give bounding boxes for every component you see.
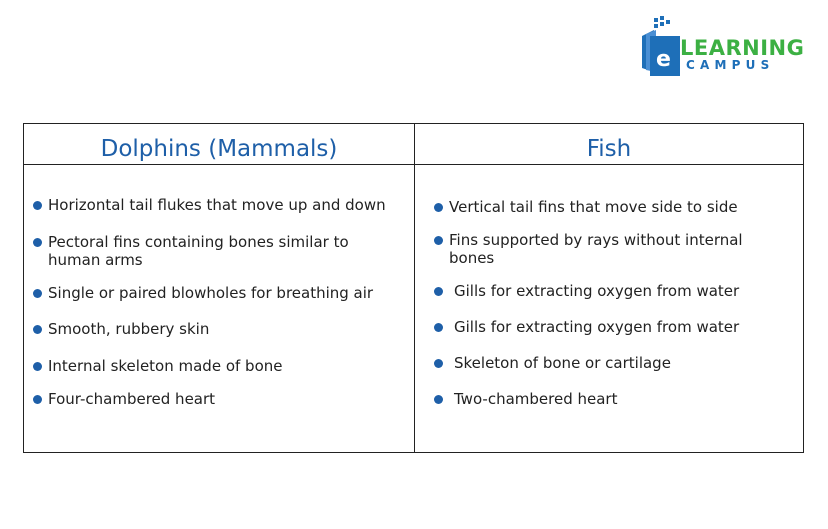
bullet-icon — [33, 362, 42, 371]
list-item: Internal skeleton made of bone — [33, 357, 408, 375]
elearning-campus-logo — [640, 16, 805, 78]
logo-learning-text: LEARNING — [680, 36, 805, 60]
list-item: Gills for extracting oxygen from water — [434, 282, 794, 300]
list-item: Two-chambered heart — [434, 390, 794, 408]
column-heading-fish: Fish — [586, 136, 632, 162]
list-item: Pectoral fins containing bones similar to human arms — [33, 233, 363, 269]
logo-e-letter: e — [656, 47, 671, 72]
comparison-table — [23, 123, 804, 453]
bullet-icon — [33, 325, 42, 334]
header-divider — [24, 164, 803, 165]
bullet-icon — [33, 238, 42, 247]
bullet-icon — [33, 289, 42, 298]
bullet-icon — [434, 287, 443, 296]
list-item: Single or paired blowholes for breathing air — [33, 284, 408, 302]
list-item: Skeleton of bone or cartilage — [434, 354, 794, 372]
list-item: Gills for extracting oxygen from water — [434, 318, 794, 336]
list-item: Smooth, rubbery skin — [33, 320, 408, 338]
bullet-icon — [434, 323, 443, 332]
list-item: Four-chambered heart — [33, 390, 408, 408]
list-item: Fins supported by rays without internal bones — [434, 231, 769, 267]
logo-campus-text: CAMPUS — [686, 58, 775, 72]
list-item: Horizontal tail flukes that move up and down — [33, 196, 408, 214]
column-divider — [414, 124, 415, 452]
bullet-icon — [33, 395, 42, 404]
list-item: Vertical tail fins that move side to side — [434, 198, 794, 216]
bullet-icon — [434, 236, 443, 245]
column-heading-dolphins: Dolphins (Mammals) — [100, 136, 338, 162]
bullet-icon — [434, 203, 443, 212]
bullet-icon — [434, 395, 443, 404]
bullet-icon — [33, 201, 42, 210]
bullet-icon — [434, 359, 443, 368]
